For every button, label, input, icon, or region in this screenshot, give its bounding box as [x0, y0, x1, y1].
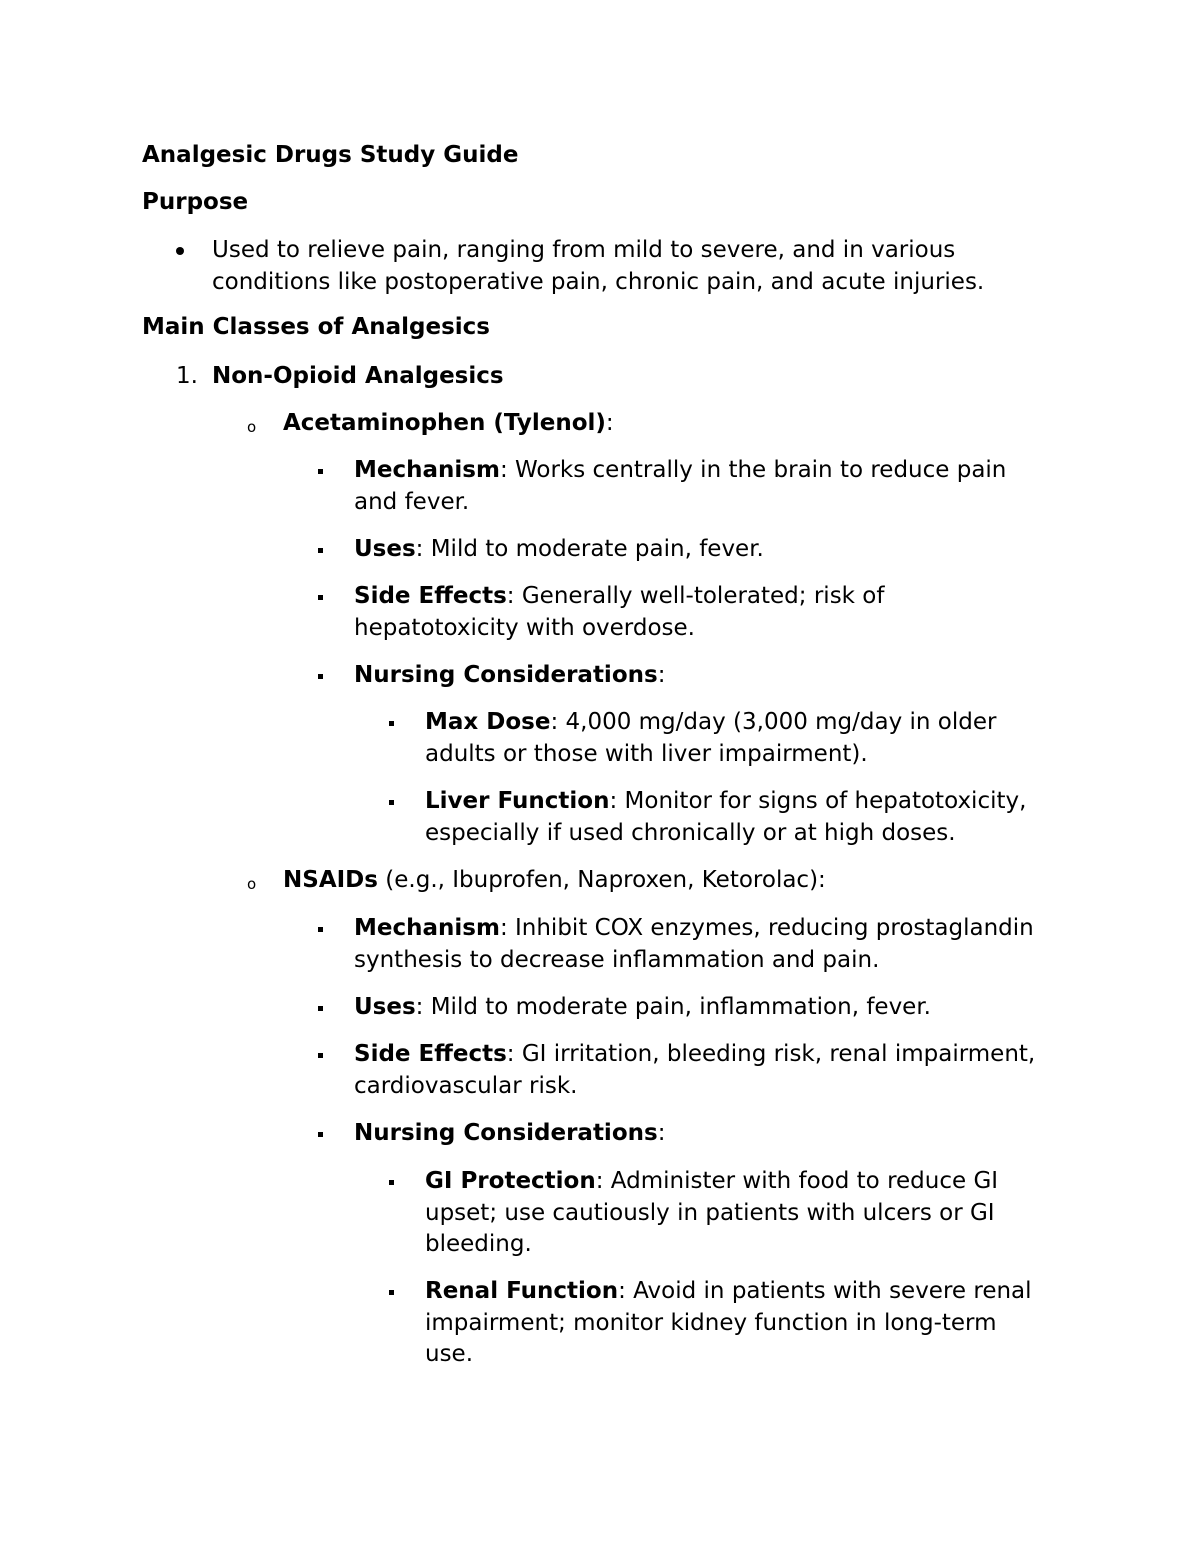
side-effects-label: Side Effects — [354, 583, 507, 609]
liver-function-text-1: : Monitor for signs of hepatotoxicity, — [609, 788, 1027, 814]
nsaids-item — [283, 865, 826, 897]
uses-label: Uses — [354, 994, 416, 1020]
square-bullet-icon — [318, 927, 323, 932]
acetaminophen-mechanism — [354, 455, 1006, 518]
gi-protection-text-3: bleeding. — [425, 1231, 532, 1257]
side-effects-text-2: hepatotoxicity with overdose. — [354, 614, 695, 641]
nursing-label: Nursing Considerations — [354, 662, 658, 688]
nsaids-label: NSAIDs — [283, 867, 378, 893]
side-effects-text-1: : Generally well-tolerated; risk of — [506, 583, 885, 609]
liver-function-item — [425, 786, 1026, 849]
nursing-suffix: : — [657, 662, 666, 688]
gi-protection-label: GI Protection — [425, 1168, 596, 1194]
square-bullet-icon — [318, 1006, 323, 1011]
gi-protection-text-2: upset; use cautiously in patients with ulcers or GI — [425, 1199, 995, 1226]
document-title: Analgesic Drugs Study Guide — [142, 142, 519, 168]
square-bullet-icon — [389, 1180, 394, 1185]
uses-text: : Mild to moderate pain, inflammation, fever. — [415, 994, 931, 1020]
acetaminophen-item — [283, 408, 614, 440]
square-bullet-icon — [318, 1053, 323, 1058]
acetaminophen-uses — [354, 534, 764, 566]
acetaminophen-nursing — [354, 660, 665, 692]
nsaids-side-effects — [354, 1039, 1035, 1102]
side-effects-label: Side Effects — [354, 1041, 507, 1067]
bullet-dot-icon — [176, 247, 184, 255]
purpose-text — [212, 235, 984, 298]
mechanism-text-2: and fever. — [354, 488, 470, 515]
nursing-suffix: : — [657, 1120, 666, 1146]
mechanism-text-1: : Inhibit COX enzymes, reducing prostaglandin — [499, 915, 1034, 941]
max-dose-label: Max Dose — [425, 709, 551, 735]
mechanism-text-1: : Works centrally in the brain to reduce pain — [499, 457, 1007, 483]
uses-text: : Mild to moderate pain, fever. — [415, 536, 764, 562]
renal-function-text-3: use. — [425, 1341, 474, 1367]
main-classes-heading: Main Classes of Analgesics — [142, 314, 490, 340]
nsaids-mechanism — [354, 913, 1034, 976]
circle-bullet-icon: o — [247, 875, 257, 893]
renal-function-text-2: impairment; monitor kidney function in long-term — [425, 1309, 997, 1336]
non-opioid-heading: Non-Opioid Analgesics — [212, 363, 504, 389]
max-dose-text-1: : 4,000 mg/day (3,000 mg/day in older — [550, 709, 997, 735]
acetaminophen-suffix: : — [605, 410, 614, 436]
purpose-line-1: Used to relieve pain, ranging from mild to severe, and in various — [212, 237, 956, 263]
list-number: 1. — [176, 363, 198, 389]
renal-function-label: Renal Function — [425, 1278, 619, 1304]
gi-protection-text-1: : Administer with food to reduce GI — [595, 1168, 999, 1194]
square-bullet-icon — [318, 674, 323, 679]
renal-function-item — [425, 1276, 1032, 1371]
square-bullet-icon — [318, 469, 323, 474]
mechanism-label: Mechanism — [354, 915, 500, 941]
side-effects-text-1: : GI irritation, bleeding risk, renal impairment, — [506, 1041, 1036, 1067]
square-bullet-icon — [389, 1290, 394, 1295]
mechanism-text-2: synthesis to decrease inflammation and pain. — [354, 946, 880, 973]
purpose-heading: Purpose — [142, 189, 249, 215]
nsaids-nursing — [354, 1118, 665, 1150]
max-dose-text-2: adults or those with liver impairment). — [425, 740, 868, 767]
purpose-line-2: conditions like postoperative pain, chronic pain, and acute injuries. — [212, 268, 985, 295]
side-effects-text-2: cardiovascular risk. — [354, 1072, 578, 1099]
square-bullet-icon — [318, 548, 323, 553]
renal-function-text-1: : Avoid in patients with severe renal — [618, 1278, 1032, 1304]
gi-protection-item — [425, 1166, 998, 1261]
max-dose-item — [425, 707, 996, 770]
uses-label: Uses — [354, 536, 416, 562]
square-bullet-icon — [389, 721, 394, 726]
liver-function-label: Liver Function — [425, 788, 610, 814]
nsaids-suffix: (e.g., Ibuprofen, Naproxen, Ketorolac): — [377, 867, 826, 893]
square-bullet-icon — [318, 595, 323, 600]
liver-function-text-2: especially if used chronically or at high doses. — [425, 819, 956, 846]
nsaids-uses — [354, 992, 931, 1024]
square-bullet-icon — [318, 1132, 323, 1137]
circle-bullet-icon: o — [247, 418, 257, 436]
nursing-label: Nursing Considerations — [354, 1120, 658, 1146]
mechanism-label: Mechanism — [354, 457, 500, 483]
acetaminophen-side-effects — [354, 581, 884, 644]
square-bullet-icon — [389, 800, 394, 805]
acetaminophen-label: Acetaminophen (Tylenol) — [283, 410, 606, 436]
